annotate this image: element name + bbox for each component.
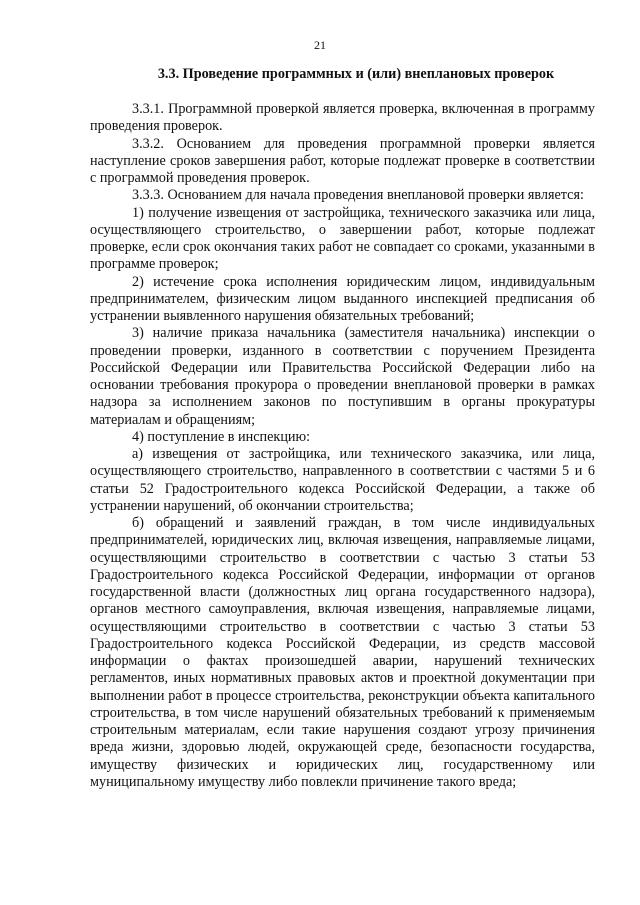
list-item-2: 2) истечение срока исполнения юридическим лицом, индивидуальным предпринимателем, физическим лицом выданного инспекцией предписания об устранении выявленного нарушения обязательных требований; — [90, 273, 595, 324]
paragraph-3-3-1: 3.3.1. Программной проверкой является проверка, включенная в программу проведения проверок. — [90, 101, 595, 135]
list-item-1: 1) получение извещения от застройщика, технического заказчика или лица, осуществляющего строительство, о завершении работ, которые подлежат проверке, если срок окончания таких работ не совпадает со сроками, указанными в программе проверок; — [90, 204, 595, 273]
list-item-3: 3) наличие приказа начальника (заместителя начальника) инспекции о проведении проверки, изданного в соответствии с поручением Президента Российской Федерации или Правительства Российской Федерации либо на основании требования прокурора о проведении внеплановой проверки в рамках надзора за исполнением законов по поступившим в органы прокуратуры материалам и обращениям; — [90, 325, 595, 428]
sub-item-a: а) извещения от застройщика, или технического заказчика, или лица, осуществляющего строительство, направленного в соответствии с частями 5 и 6 статьи 52 Градостроительного кодекса Российской Федерации, а также об устранении нарушений, об окончании строительства; — [90, 446, 595, 514]
page-number: 21 — [314, 38, 326, 52]
document-body — [90, 101, 595, 791]
section-heading: 3.3. Проведение программных и (или) внеплановых проверок — [157, 66, 555, 82]
sub-item-b: б) обращений и заявлений граждан, в том числе индивидуальных предпринимателей, юридических лиц, включая извещения, направляемые лицами, осуществляющими строительство в соответствии с частью 3 статьи 53 Градостроительного кодекса Российской Федерации, информации от органов государственной власти (должностных лиц органа государственного надзора), органов местного самоуправления, включая извещения, направляемые лицами, осуществляющими строительство в соответствии с частью 3 статьи 53 Градостроительного кодекса Российской Федерации, из средств массовой информации о фактах произошедшей аварии, нарушений технических регламентов, иных нормативных правовых актов и проектной документации при выполнении работ в процессе строительства, реконструкции объекта капитального строительства, в том числе нарушений обязательных требований к применяемым строительным материалам, если такие нарушения создают угрозу причинения вреда жизни, здоровью людей, окружающей среде, безопасности государства, имуществу физических и юридических лиц, государственному или муниципальному имуществу либо повлекли причинение такого вреда; — [90, 515, 595, 790]
paragraph-3-3-3: 3.3.3. Основанием для начала проведения внеплановой проверки является: — [132, 187, 584, 204]
list-item-4: 4) поступление в инспекцию: — [132, 428, 311, 445]
paragraph-3-3-2: 3.3.2. Основанием для проведения программной проверки является наступление сроков завершения работ, которые подлежат проверке в соответствии с программой проведения проверок. — [90, 135, 595, 186]
